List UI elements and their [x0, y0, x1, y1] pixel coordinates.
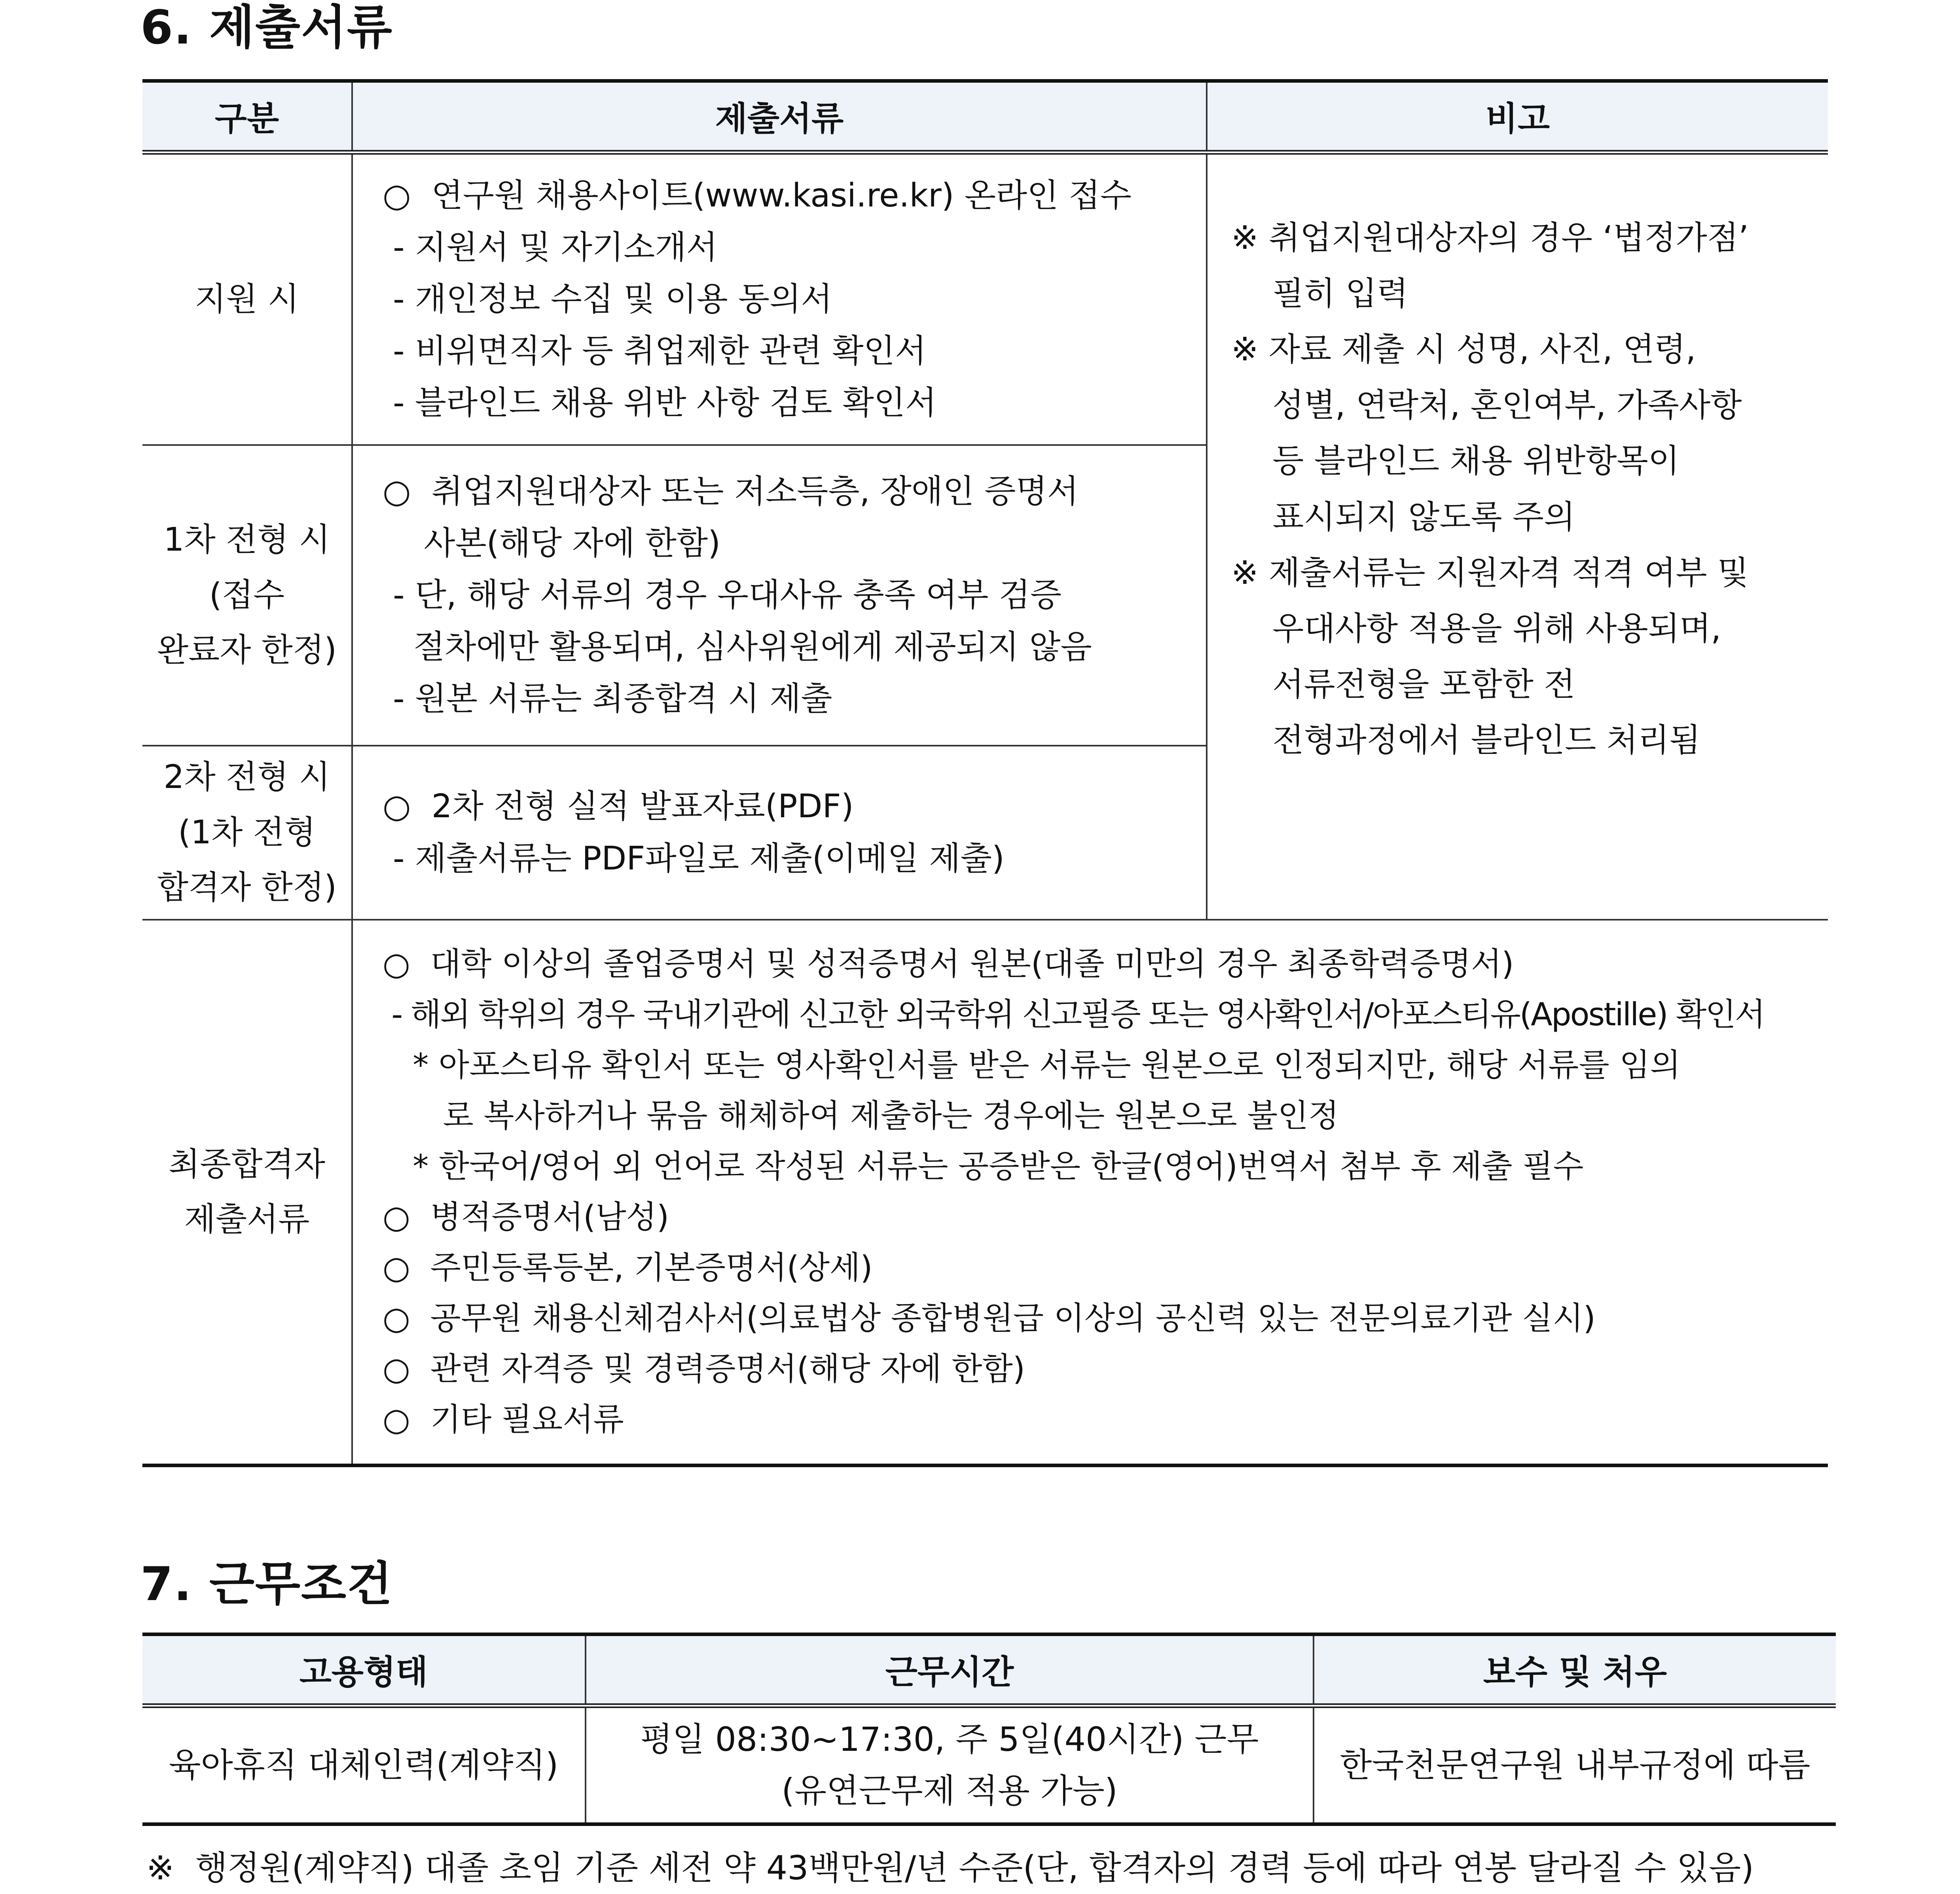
remarks-cell	[1207, 152, 1828, 920]
list-item: ○ 관련 자격증 및 경력증명서(해당 자에 한함)	[383, 1350, 1025, 1388]
list-item: - 원본 서류는 최종합격 시 제출	[383, 680, 832, 718]
list-item: ○ 기타 필요서류	[383, 1401, 624, 1438]
list-item: ○ 연구원 채용사이트(www.kasi.re.kr) 온라인 접수	[383, 176, 1132, 214]
employment-type: 육아휴직 대체인력(계약직)	[142, 1706, 586, 1824]
list-item: - 해외 학위의 경우 국내기관에 신고한 외국학위 신고필증 또는 영사확인서/아포스티유(Apostille) 확인서	[383, 996, 1765, 1033]
list-item: - 제출서류는 PDF파일로 제출(이메일 제출)	[383, 839, 1005, 877]
remark-line: ※ 제출서류는 지원자격 적격 여부 및	[1231, 554, 1749, 592]
list-item: 절차에만 활용되며, 심사위원에게 제공되지 않음	[383, 628, 1092, 666]
remark-line: 필히 입력	[1231, 275, 1408, 313]
conditions-header-row	[142, 1635, 1836, 1706]
row-items	[352, 920, 1828, 1466]
remark-line: 전형과정에서 블라인드 처리됨	[1231, 721, 1701, 759]
list-item: - 단, 해당 서류의 경우 우대사유 충족 여부 검증	[383, 576, 1062, 614]
header-pay: 보수 및 처우	[1314, 1635, 1836, 1706]
row-category	[142, 152, 352, 445]
row-category	[142, 746, 352, 920]
remark-line: 등 블라인드 채용 위반항목이	[1231, 442, 1680, 480]
category-line: (접수	[209, 576, 285, 614]
category-line: 2차 전형 시	[163, 758, 330, 796]
work-hours-line: 평일 08:30~17:30, 주 5일(40시간) 근무	[640, 1720, 1259, 1759]
remark-line: ※ 취업지원대상자의 경우 ‘법정가점’	[1231, 219, 1749, 257]
list-item: ○ 공무원 채용신체검사서(의료법상 종합병원급 이상의 공신력 있는 전문의료기관 실시)	[383, 1300, 1596, 1337]
list-item: 사본(해당 자에 한함)	[383, 524, 721, 562]
list-item: ○ 2차 전형 실적 발표자료(PDF)	[383, 788, 854, 826]
list-item: - 블라인드 채용 위반 사항 검토 확인서	[383, 384, 937, 422]
remark-line: 우대사항 적용을 위해 사용되며,	[1231, 610, 1721, 648]
list-item: 로 복사하거나 묶음 해체하여 제출하는 경우에는 원본으로 불인정	[383, 1097, 1339, 1135]
category-line: (1차 전형	[178, 813, 316, 851]
row-items	[352, 746, 1207, 920]
row-category	[142, 920, 352, 1466]
category-line: 제출서류	[184, 1201, 310, 1239]
list-item: * 한국어/영어 외 언어로 작성된 서류는 공증받은 한글(영어)번역서 첨부 후 제출 필수	[383, 1148, 1584, 1185]
remark-line: 성별, 연락처, 혼인여부, 가족사항	[1231, 386, 1742, 424]
header-documents: 제출서류	[352, 81, 1207, 152]
section-6-title: 6. 제출서류	[140, 0, 393, 55]
table-row	[142, 1706, 1836, 1824]
row-items	[352, 445, 1207, 746]
list-item: ○ 병적증명서(남성)	[383, 1199, 669, 1236]
header-remarks: 비고	[1207, 81, 1828, 152]
category-line: 최종합격자	[168, 1145, 326, 1183]
header-employment-type: 고용형태	[142, 1635, 586, 1706]
list-item: - 비위면직자 등 취업제한 관련 확인서	[383, 332, 927, 370]
list-item: - 지원서 및 자기소개서	[383, 228, 718, 266]
list-item: ○ 주민등록등본, 기본증명서(상세)	[383, 1249, 873, 1286]
pay-and-benefits: 한국천문연구원 내부규정에 따름	[1340, 1745, 1810, 1784]
category-line: 완료자 한정)	[157, 631, 337, 669]
list-item: ○ 대학 이상의 졸업증명서 및 성적증명서 원본(대졸 미만의 경우 최종학력증명서)	[383, 945, 1514, 983]
list-item: ○ 취업지원대상자 또는 저소득층, 장애인 증명서	[383, 472, 1079, 510]
category-line: 합격자 한정)	[157, 869, 337, 907]
remark-line: 서류전형을 포함한 전	[1231, 665, 1575, 703]
work-hours-line: (유연근무제 적용 가능)	[781, 1771, 1118, 1811]
remark-line: ※ 자료 제출 시 성명, 사진, 연령,	[1231, 331, 1696, 369]
salary-footnote: ※ 행정원(계약직) 대졸 초임 기준 세전 약 43백만원/년 수준(단, 합격자의 경력 등에 따라 연봉 달라질 수 있음)	[146, 1849, 1754, 1887]
row-category	[142, 445, 352, 746]
table-row	[142, 152, 1828, 445]
category-line: 1차 전형 시	[163, 521, 330, 559]
remark-line: 표시되지 않도록 주의	[1231, 498, 1575, 536]
documents-table	[142, 79, 1828, 1467]
documents-header-row	[142, 81, 1828, 152]
row-items	[352, 152, 1207, 445]
section-7-title: 7. 근무조건	[140, 1557, 393, 1611]
category-line: 지원 시	[195, 280, 299, 318]
list-item: * 아포스티유 확인서 또는 영사확인서를 받은 서류는 원본으로 인정되지만, 해당 서류를 임의	[383, 1047, 1681, 1084]
header-work-hours: 근무시간	[586, 1635, 1314, 1706]
header-category: 구분	[142, 81, 352, 152]
table-row	[142, 920, 1828, 1466]
list-item: - 개인정보 수집 및 이용 동의서	[383, 280, 832, 318]
work-hours	[586, 1706, 1314, 1824]
work-conditions-table	[142, 1633, 1836, 1826]
